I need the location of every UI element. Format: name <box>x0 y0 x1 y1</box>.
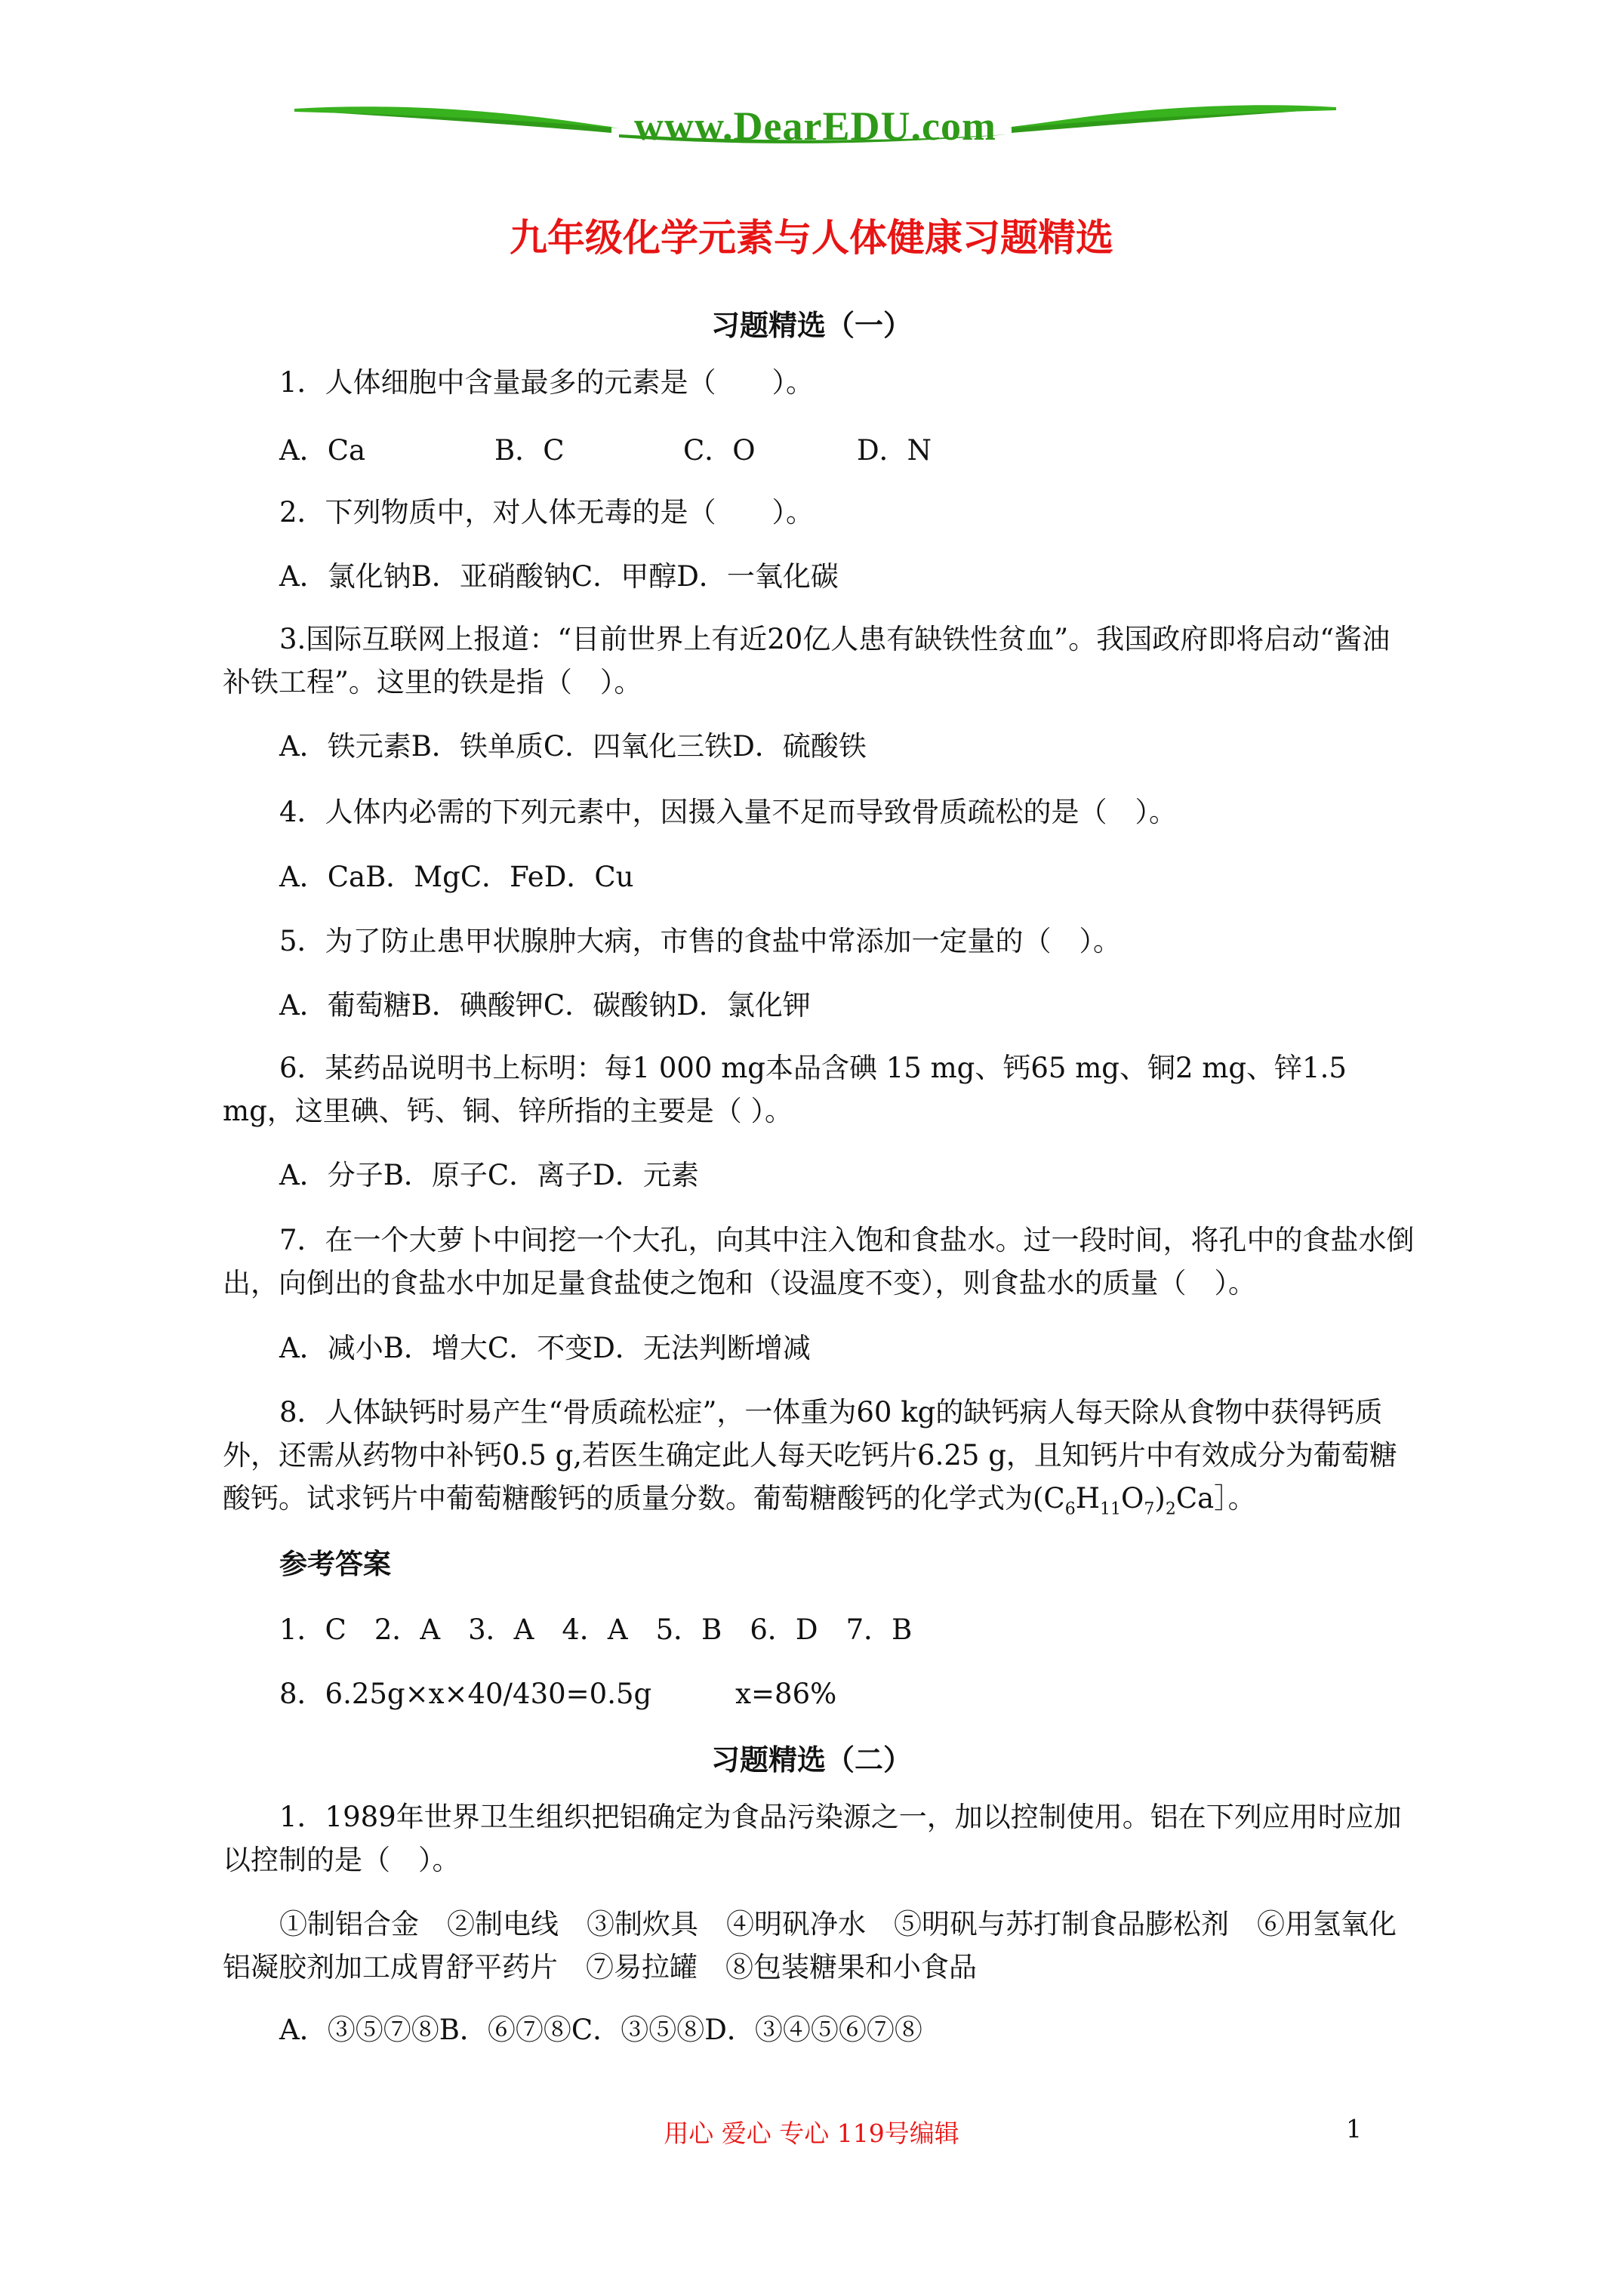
question-5: 5．为了防止患甲状腺肿大病，市售的食盐中常添加一定量的（ ）。 <box>279 925 1122 957</box>
question-4-options: A．CaB．MgC．FeD．Cu <box>279 861 634 893</box>
section-heading-1: 习题精选（一） <box>710 308 912 342</box>
formula-h: H <box>1075 1482 1101 1515</box>
part2-question-1-items: ①制铝合金 ②制电线 ③制炊具 ④明矾净水 ⑤明矾与苏打制食品膨松剂 ⑥用氢氧化铝凝胶剂加工成胃舒平药片 ⑦易拉罐 ⑧包装糖果和小食品 <box>223 1908 1397 1983</box>
formula-o: O <box>1121 1482 1144 1515</box>
page-title: 九年级化学元素与人体健康习题精选 <box>510 215 1113 260</box>
question-7: 7．在一个大萝卜中间挖一个大孔，向其中注入饱和食盐水。过一段时间，将孔中的食盐水倒出，向倒出的食盐水中加足量食盐使之饱和（设温度不变），则食盐水的质量（ ）。 <box>223 1224 1415 1299</box>
question-7-options: A．减小B．增大C．不变D．无法判断增减 <box>279 1332 811 1364</box>
answers-line-1: 1．C 2．A 3．A 4．A 5．B 6．D 7．B <box>279 1613 913 1646</box>
q1-option-d: D．N <box>857 434 932 467</box>
formula-sub-6: 6 <box>1064 1499 1076 1519</box>
question-3: 3.国际互联网上报道：“目前世界上有近20亿人患有缺铁性贫血”。我国政府即将启动“酱油补铁工程”。这里的铁是指（ ）。 <box>223 623 1390 698</box>
question-6: 6．某药品说明书上标明：每1 000 mg本品含碘 15 mg、钙65 mg、铜2 mg、锌1.5 mg，这里碘、钙、铜、锌所指的主要是（ ）。 <box>223 1052 1347 1127</box>
formula-sub-11: 11 <box>1100 1499 1122 1519</box>
formula-ca: Ca］。 <box>1175 1482 1256 1515</box>
q1-option-b: B．C <box>494 434 565 467</box>
formula-sub-2: 2 <box>1165 1499 1176 1519</box>
page-number: 1 <box>1346 2114 1362 2143</box>
site-banner <box>294 89 1336 162</box>
answers-heading: 参考答案 <box>279 1547 391 1580</box>
question-2: 2．下列物质中，对人体无毒的是（ ）。 <box>279 496 815 529</box>
page-footer: 用心 爱心 专心 119号编辑 <box>664 2119 959 2148</box>
formula-sub-7: 7 <box>1144 1499 1155 1519</box>
question-8 <box>223 1391 1415 1530</box>
question-3-options: A．铁元素B．铁单质C．四氧化三铁D．硫酸铁 <box>279 730 867 763</box>
question-4: 4．人体内必需的下列元素中，因摄入量不足而导致骨质疏松的是（ ）。 <box>279 796 1178 828</box>
question-2-options: A．氯化钠B．亚硝酸钠C．甲醇D．一氧化碳 <box>279 560 839 593</box>
part2-question-1-options: A．③⑤⑦⑧B．⑥⑦⑧C．③⑤⑧D．③④⑤⑥⑦⑧ <box>279 2014 922 2046</box>
part2-question-1: 1．1989年世界卫生组织把铝确定为食品污染源之一，加以控制使用。铝在下列应用时应加以控制的是（ ）。 <box>223 1801 1402 1876</box>
question-6-options: A．分子B．原子C．离子D．元素 <box>279 1159 699 1191</box>
formula-paren: ) <box>1154 1482 1166 1515</box>
q1-option-c: C．O <box>683 434 756 467</box>
question-5-options: A．葡萄糖B．碘酸钾C．碳酸钠D．氯化钾 <box>279 989 811 1022</box>
banner-text[interactable]: www.DearEDU.com <box>634 103 996 149</box>
section-heading-2: 习题精选（二） <box>710 1743 912 1777</box>
question-1: 1．人体细胞中含量最多的元素是（ ）。 <box>279 366 815 399</box>
answers-line-2: 8．6.25g×x×40/430=0.5g x=86% <box>279 1678 837 1710</box>
q1-option-a: A．Ca <box>279 434 366 467</box>
question-8-text: 8．人体缺钙时易产生“骨质疏松症”，一体重为60 kg的缺钙病人每天除从食物中获得钙质外，还需从药物中补钙0.5 g,若医生确定此人每天吃钙片6.25 g，且知钙片中有效成分为葡萄糖酸钙。试求钙片中葡萄糖酸钙的质量分数。葡萄糖酸钙的化学式为(C <box>223 1396 1397 1515</box>
